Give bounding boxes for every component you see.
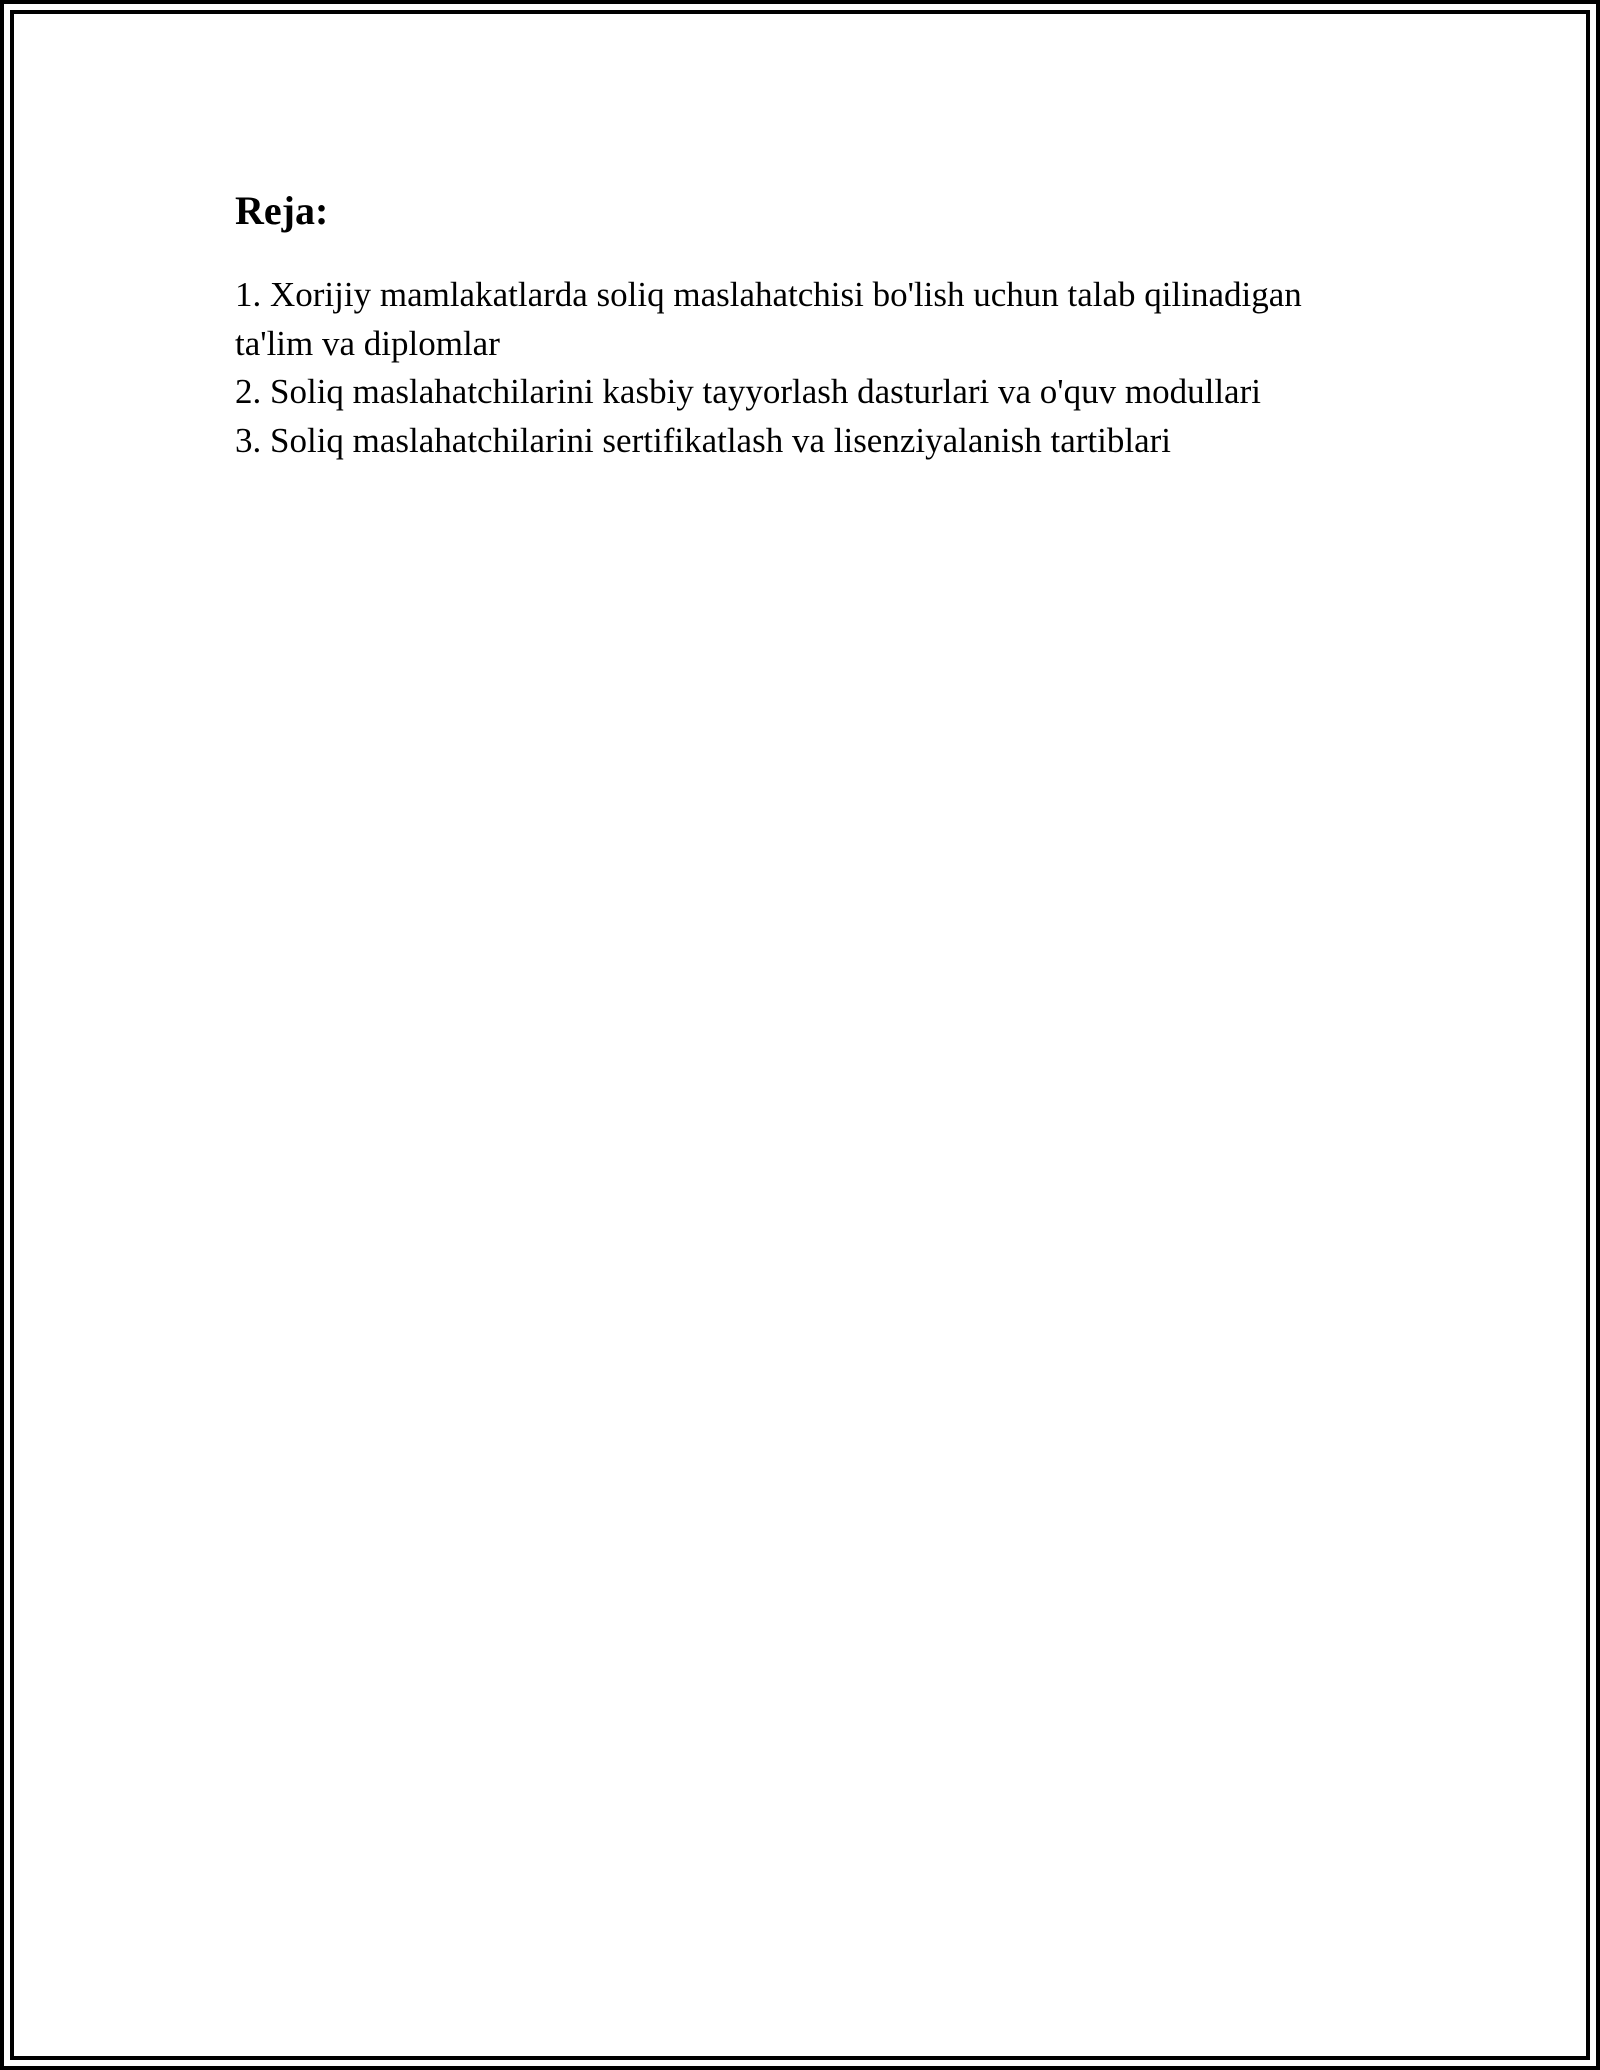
plan-list	[235, 271, 1385, 465]
document-content	[235, 185, 1385, 465]
plan-title: Reja:	[235, 188, 329, 233]
plan-item-2: 2. Soliq maslahatchilarini kasbiy tayyorlash dasturlari va o'quv modullari	[235, 372, 1261, 411]
plan-item-3: 3. Soliq maslahatchilarini sertifikatlash va lisenziyalanish tartiblari	[235, 420, 1171, 460]
plan-item-1: 1. Xorijiy mamlakatlarda soliq maslahatchisi bo'lish uchun talab qilinadigan ta'lim va diplomlar	[235, 275, 1302, 363]
